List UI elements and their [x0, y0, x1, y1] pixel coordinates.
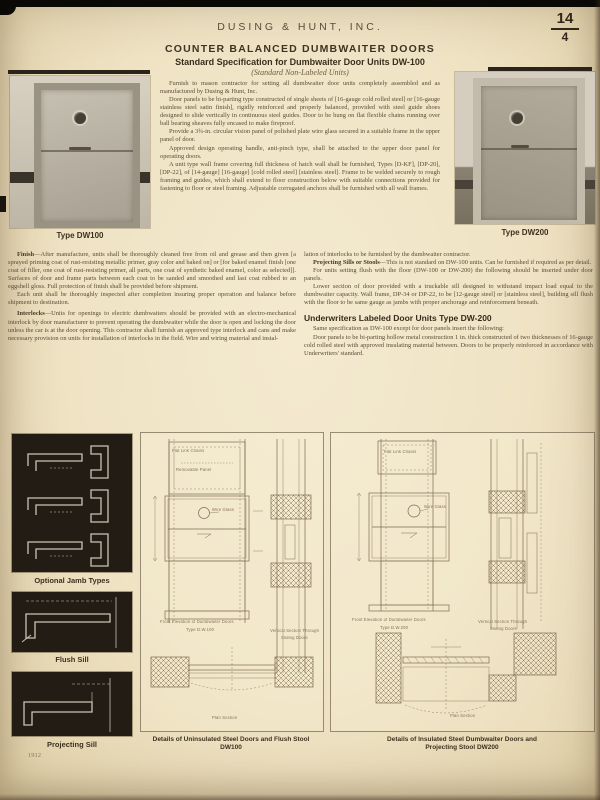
- left-rule: [8, 70, 150, 74]
- spec-heading: Standard Specification for Dumbwaiter Door Units DW-100: [175, 57, 425, 67]
- projecting-sill-caption: Projecting Sill: [46, 740, 97, 749]
- spec-paragraph: A unit type wall frame covering full thickness of hatch wall shall be furnished, Types [D-KF], [DP-20], [DP-22], of [14-gauge] [16-gauge] [cold rolled steel] [stainless steel]. Frame to be welded securely to rough framing and guides, which shall extend to floor construction below with suitable connections provided for fastening to floor or steel framing. Adjustable corrugated anchors shall be furnished with all wall frames.: [160, 160, 440, 192]
- dw100-caption-line2: DW100: [220, 744, 242, 752]
- footnote-number: 1912: [28, 752, 41, 759]
- page-number: 14: [551, 10, 579, 30]
- page-title: COUNTER BALANCED DUMBWAITER DOORS: [164, 43, 435, 55]
- label-vertical-section-4: Sliding Doors: [490, 627, 517, 632]
- spec-paragraph: Door panels to be bi-parting type constructed of single sheets of [16-gauge cold rolled steel] or [16-gauge stainless steel satin finish], rigidly reinforced and properly balanced, provided with steel guide shoes designed to slide vertically in continuous steel guides. Door to be hung on flat flexible chains running over ball bearing sheaves fully encased to make fireproof.: [160, 96, 440, 128]
- inspection-paragraph: Each unit shall be thoroughly inspected after completion insuring proper operation and balance before shipment to destination.: [8, 291, 296, 307]
- sills-body: —This is not standard on DW-100 units. Can be furnished if required as per detail.: [379, 259, 592, 267]
- dw200-heading: Underwriters Labeled Door Units Type DW-200: [304, 313, 492, 324]
- sills-paragraph: [304, 259, 593, 267]
- flush-sill-caption: Flush Sill: [55, 655, 89, 664]
- detail-panel-dw100: [140, 432, 324, 732]
- label-front-elevation-2: Front Elevation of Dumbwaiter Doors: [352, 618, 426, 623]
- scan-bottom-edge: [0, 794, 600, 800]
- photo-dw100: [10, 76, 150, 228]
- interlocks-lead: Interlocks: [17, 310, 45, 318]
- dw200-paragraph: Door panels to be bi-parting hollow metal construction 1 in. thick constructed of two thicknesses of 16-gauge cold rolled steel with approved insulating material between. Doors to be properly reinforced in accordance with Underwriters' standard.: [304, 333, 593, 357]
- label-vertical-section-2: Sliding Doors: [281, 636, 308, 641]
- photo-dw200-caption: Type DW200: [501, 228, 549, 237]
- scan-corner-mark: [0, 0, 16, 15]
- spec-subheading: (Standard Non-Labeled Units): [251, 68, 349, 77]
- label-plan-section-2: Plan Section: [450, 714, 476, 719]
- interlocks-continuation: lation of interlocks to be furnished by the dumbwaiter contractor.: [304, 251, 471, 258]
- jamb-caption: Optional Jamb Types: [34, 576, 110, 585]
- dw200-detail-drawing: [331, 433, 594, 731]
- figure-jamb-types: [12, 434, 132, 572]
- sills-column: [304, 251, 593, 358]
- door-seam: [481, 148, 577, 150]
- door-handle: [69, 147, 91, 150]
- label-plan-section: Plan Section: [212, 716, 238, 721]
- finish-paragraph: [8, 251, 296, 291]
- label-flat-link-chains: Flat Link Chains: [172, 449, 205, 454]
- scan-left-mark: [0, 196, 6, 212]
- dw100-caption-line1: Details of Uninsulated Steel Doors and Flush Stool: [152, 736, 310, 743]
- label-type-dw100: Type D.W.100: [186, 628, 215, 633]
- door-dw200: [473, 78, 585, 224]
- photo-dw200: [455, 72, 595, 224]
- spec-paragraph: Furnish to mason contractor for setting all dumbwaiter door units completely assembled and as manufactured by Dusing & Hunt, Inc.: [160, 80, 440, 96]
- truckable-sill-paragraph: Lower section of door provided with a truckable sill designed to withstand impact load equal to the dumbwaiter capacity. Wall frame, DP-34 or DP-22, to be [12-gauge steel] or [stainless steel], building sill flush with the floor to be same gauge as jambs with proper anchorage and reinforcement beneath.: [304, 283, 593, 307]
- spec-paragraph: Provide a 3¾-in. circular vision panel of polished plate wire glass secured in a suitable frame in the upper panel of door.: [160, 128, 440, 144]
- publisher-name: DUSING & HUNT, INC.: [217, 21, 383, 33]
- projecting-sill-drawing: [12, 672, 132, 736]
- label-wire-glass-2: Wire Glass: [424, 505, 446, 510]
- finish-body: —After manufacture, units shall be thoroughly cleaned free from oil and grease and then given [a sprayed priming coat of rust-resisting metallic primer, gray color and baked on] or [for baked enamel finish [one coat of filler, one coat of rust-resisting primer, all parts, one coat of synthetic baked enamel, color as selected]]. Surfaces of door and frame parts between each coat to be sanded and smoothed and last coat rubbed to an eggshell gloss. Full protection of finish shall be provided before shipment.: [8, 251, 296, 291]
- detail-panel-dw200: [330, 432, 595, 732]
- label-type-dw200: Type D.W.200: [380, 626, 409, 631]
- figure-projecting-sill: [12, 672, 132, 736]
- label-vertical-section-3: Vertical Section Through: [478, 620, 528, 625]
- label-front-elevation: Front Elevation of Dumbwaiter Doors: [160, 620, 234, 625]
- jamb-profiles-drawing: [12, 434, 132, 572]
- dw100-detail-drawing: [141, 433, 323, 731]
- scan-top-edge: [0, 0, 600, 7]
- sills-lead: Projecting Sills or Stools: [313, 259, 380, 267]
- right-rule: [488, 67, 592, 71]
- door-dw100: [34, 83, 140, 228]
- dw200-caption-line2: Projecting Stool DW200: [425, 744, 499, 752]
- page-sub-number: 4: [561, 30, 569, 44]
- door-handle: [511, 145, 529, 148]
- interlocks-paragraph: [8, 310, 296, 342]
- finish-column: [8, 251, 296, 343]
- label-vertical-section: Vertical Section Through: [270, 629, 320, 634]
- spec-paragraph: Approved design operating handle, anti-pinch type, shall be attached to the upper door panel for operating doors.: [160, 144, 440, 160]
- door-seam: [41, 150, 133, 152]
- dw200-paragraph: Same specification as DW-100 except for door panels insert the following:: [313, 325, 504, 333]
- flush-sill-drawing: [12, 592, 132, 652]
- finish-lead: Finish: [17, 251, 35, 258]
- vision-panel-icon: [511, 112, 523, 124]
- photo-dw100-caption: Type DW100: [56, 231, 104, 240]
- dw200-caption-line1: Details of Insulated Steel Dumbwaiter Doors and: [387, 736, 537, 743]
- interlocks-body: —Units for openings to electric dumbwaiters should be provided with an electro-mechanical interlock by door manufacturer to prevent operating the dumbwaiter while the door is open and locking the door unless the car is at the door opening. This contractor shall furnish an approved type interlock and cans and make necessary provision on units for installation of interlocks in the field. Wire and wiring material and instal-: [8, 310, 296, 342]
- label-wire-glass: Wire Glass: [212, 508, 234, 513]
- page-number-block: [551, 10, 579, 44]
- label-removable-panel: Removable Panel: [176, 468, 212, 473]
- flush-note-paragraph: For units setting flush with the floor (DW-100 or DW-200) the following should be inserted under door panels.: [304, 267, 593, 283]
- figure-flush-sill: [12, 592, 132, 652]
- dw100-detail-caption: [138, 736, 324, 753]
- dw200-detail-caption: [332, 736, 592, 753]
- label-flat-link-chains-2: Flat Link Chains: [384, 450, 417, 455]
- spec-column: [160, 57, 440, 193]
- vision-panel-icon: [74, 112, 86, 124]
